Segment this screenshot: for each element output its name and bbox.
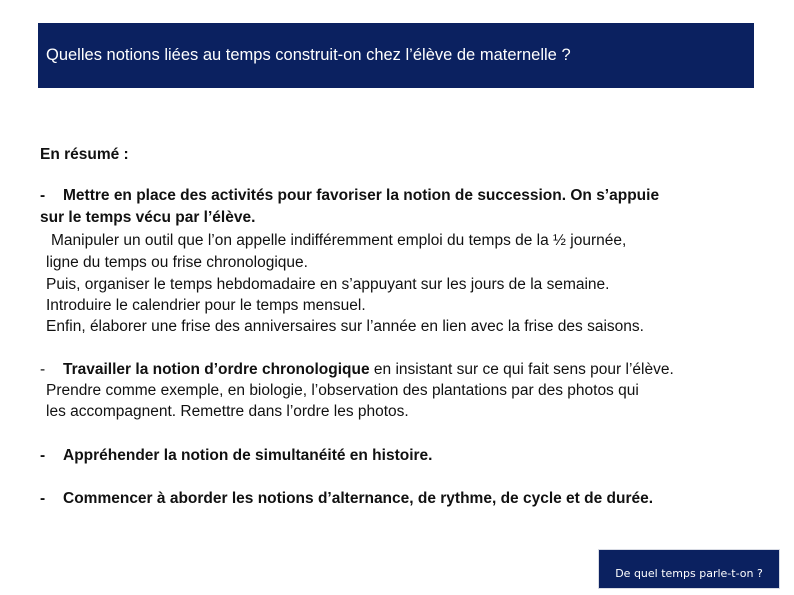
bullet-dash: -: [40, 187, 46, 204]
bullet-2-detail: Prendre comme exemple, en biologie, l’observation des plantations par des photos qui: [46, 382, 639, 399]
bullet-1-detail: Manipuler un outil que l’on appelle indifféremment emploi du temps de la ½ journée,: [51, 232, 627, 249]
bullet-2-bold: Travailler la notion d’ordre chronologique: [63, 361, 370, 378]
bullet-1-detail: Introduire le calendrier pour le temps mensuel.: [46, 297, 366, 314]
bullet-dash: -: [40, 447, 46, 464]
bullet-item-2: [40, 360, 674, 380]
bullet-item-3: [40, 446, 432, 466]
footer-label: De quel temps parle-t-on ?: [615, 567, 763, 580]
bullet-4-text: Commencer à aborder les notions d’alternance, de rythme, de cycle et de durée.: [63, 490, 654, 507]
bullet-dash: -: [40, 490, 46, 507]
bullet-3-text: Appréhender la notion de simultanéité en histoire.: [63, 447, 433, 464]
bullet-1-detail: Puis, organiser le temps hebdomadaire en s’appuyant sur les jours de la semaine.: [46, 276, 610, 293]
bullet-dash: -: [40, 361, 46, 378]
footer-nav-box[interactable]: [598, 549, 780, 589]
summary-label: En résumé :: [40, 146, 129, 163]
bullet-1-detail: Enfin, élaborer une frise des anniversaires sur l’année en lien avec la frise des saisons.: [46, 318, 644, 335]
bullet-1-line-1: Mettre en place des activités pour favoriser la notion de succession. On s’appuie: [63, 187, 660, 204]
bullet-1-line-2: sur le temps vécu par l’élève.: [40, 209, 256, 226]
bullet-item-4: [40, 489, 653, 509]
bullet-2-detail: les accompagnent. Remettre dans l’ordre les photos.: [46, 403, 409, 420]
slide-title-text: Quelles notions liées au temps construit-on chez l’élève de maternelle ?: [46, 46, 571, 64]
bullet-item-1: [40, 186, 659, 206]
bullet-1-detail: ligne du temps ou frise chronologique.: [46, 254, 308, 271]
bullet-2-rest: en insistant sur ce qui fait sens pour l’élève.: [369, 361, 674, 378]
